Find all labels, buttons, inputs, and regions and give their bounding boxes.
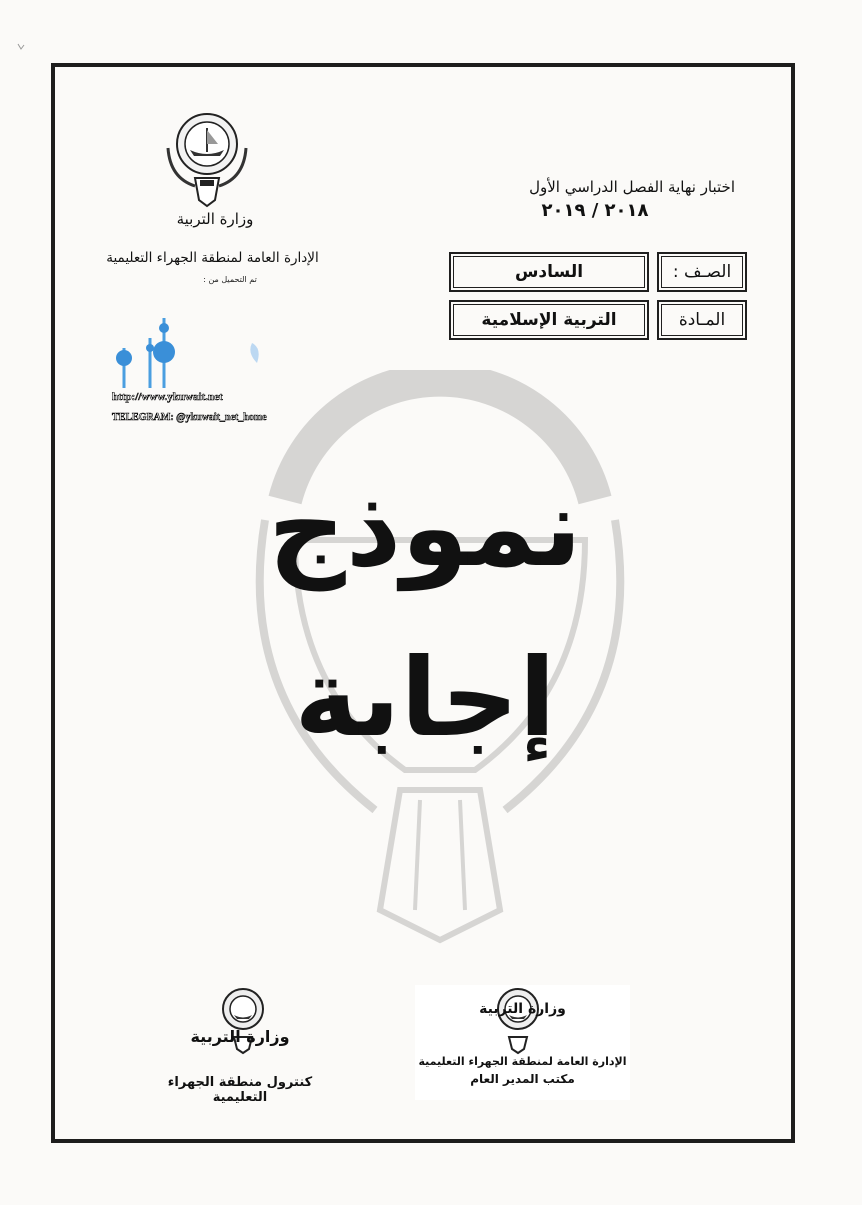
director-stamp: [415, 985, 630, 1100]
ink-mark: [17, 43, 25, 51]
director-stamp-office: مكتب المدير العام: [470, 1072, 575, 1086]
exam-years: ٢٠١٨ / ٢٠١٩: [541, 200, 649, 221]
control-stamp: [140, 985, 340, 1105]
grade-label: الصـف :: [657, 252, 747, 292]
control-stamp-text: كنترول منطقة الجهراء التعليمية: [167, 1075, 313, 1105]
ministry-name: وزارة التربية: [176, 210, 254, 228]
kuwait-towers-icon: [112, 318, 272, 388]
kuwait-emblem-icon: [160, 108, 255, 208]
main-title-line1: نموذج: [268, 466, 582, 591]
control-stamp-ministry: وزارة التربية: [190, 1027, 290, 1046]
subject-row: [441, 300, 747, 340]
uploaded-note: تم التحميل من :: [203, 275, 257, 284]
telegram-watermark: TELEGRAM: @ykuwait_net_home: [112, 412, 267, 423]
director-stamp-directorate: الإدارة العامة لمنطقة الجهراء التعليمية: [418, 1055, 627, 1068]
exam-title: اختبار نهاية الفصل الدراسي الأول: [529, 178, 735, 196]
director-stamp-ministry: وزارة التربية: [479, 1001, 566, 1017]
directorate-name: الإدارة العامة لمنطقة الجهراء التعليمية: [106, 250, 319, 266]
subject-label: المـادة: [657, 300, 747, 340]
kuwait-emblem-icon: [487, 985, 549, 1055]
exam-info-table: [441, 252, 747, 348]
grade-value: السادس: [449, 252, 649, 292]
subject-value: التربية الإسلامية: [449, 300, 649, 340]
site-url-watermark: http://www.ykuwait.net: [112, 391, 223, 403]
main-title-line2: إجابة: [294, 636, 556, 761]
grade-row: [441, 252, 747, 292]
